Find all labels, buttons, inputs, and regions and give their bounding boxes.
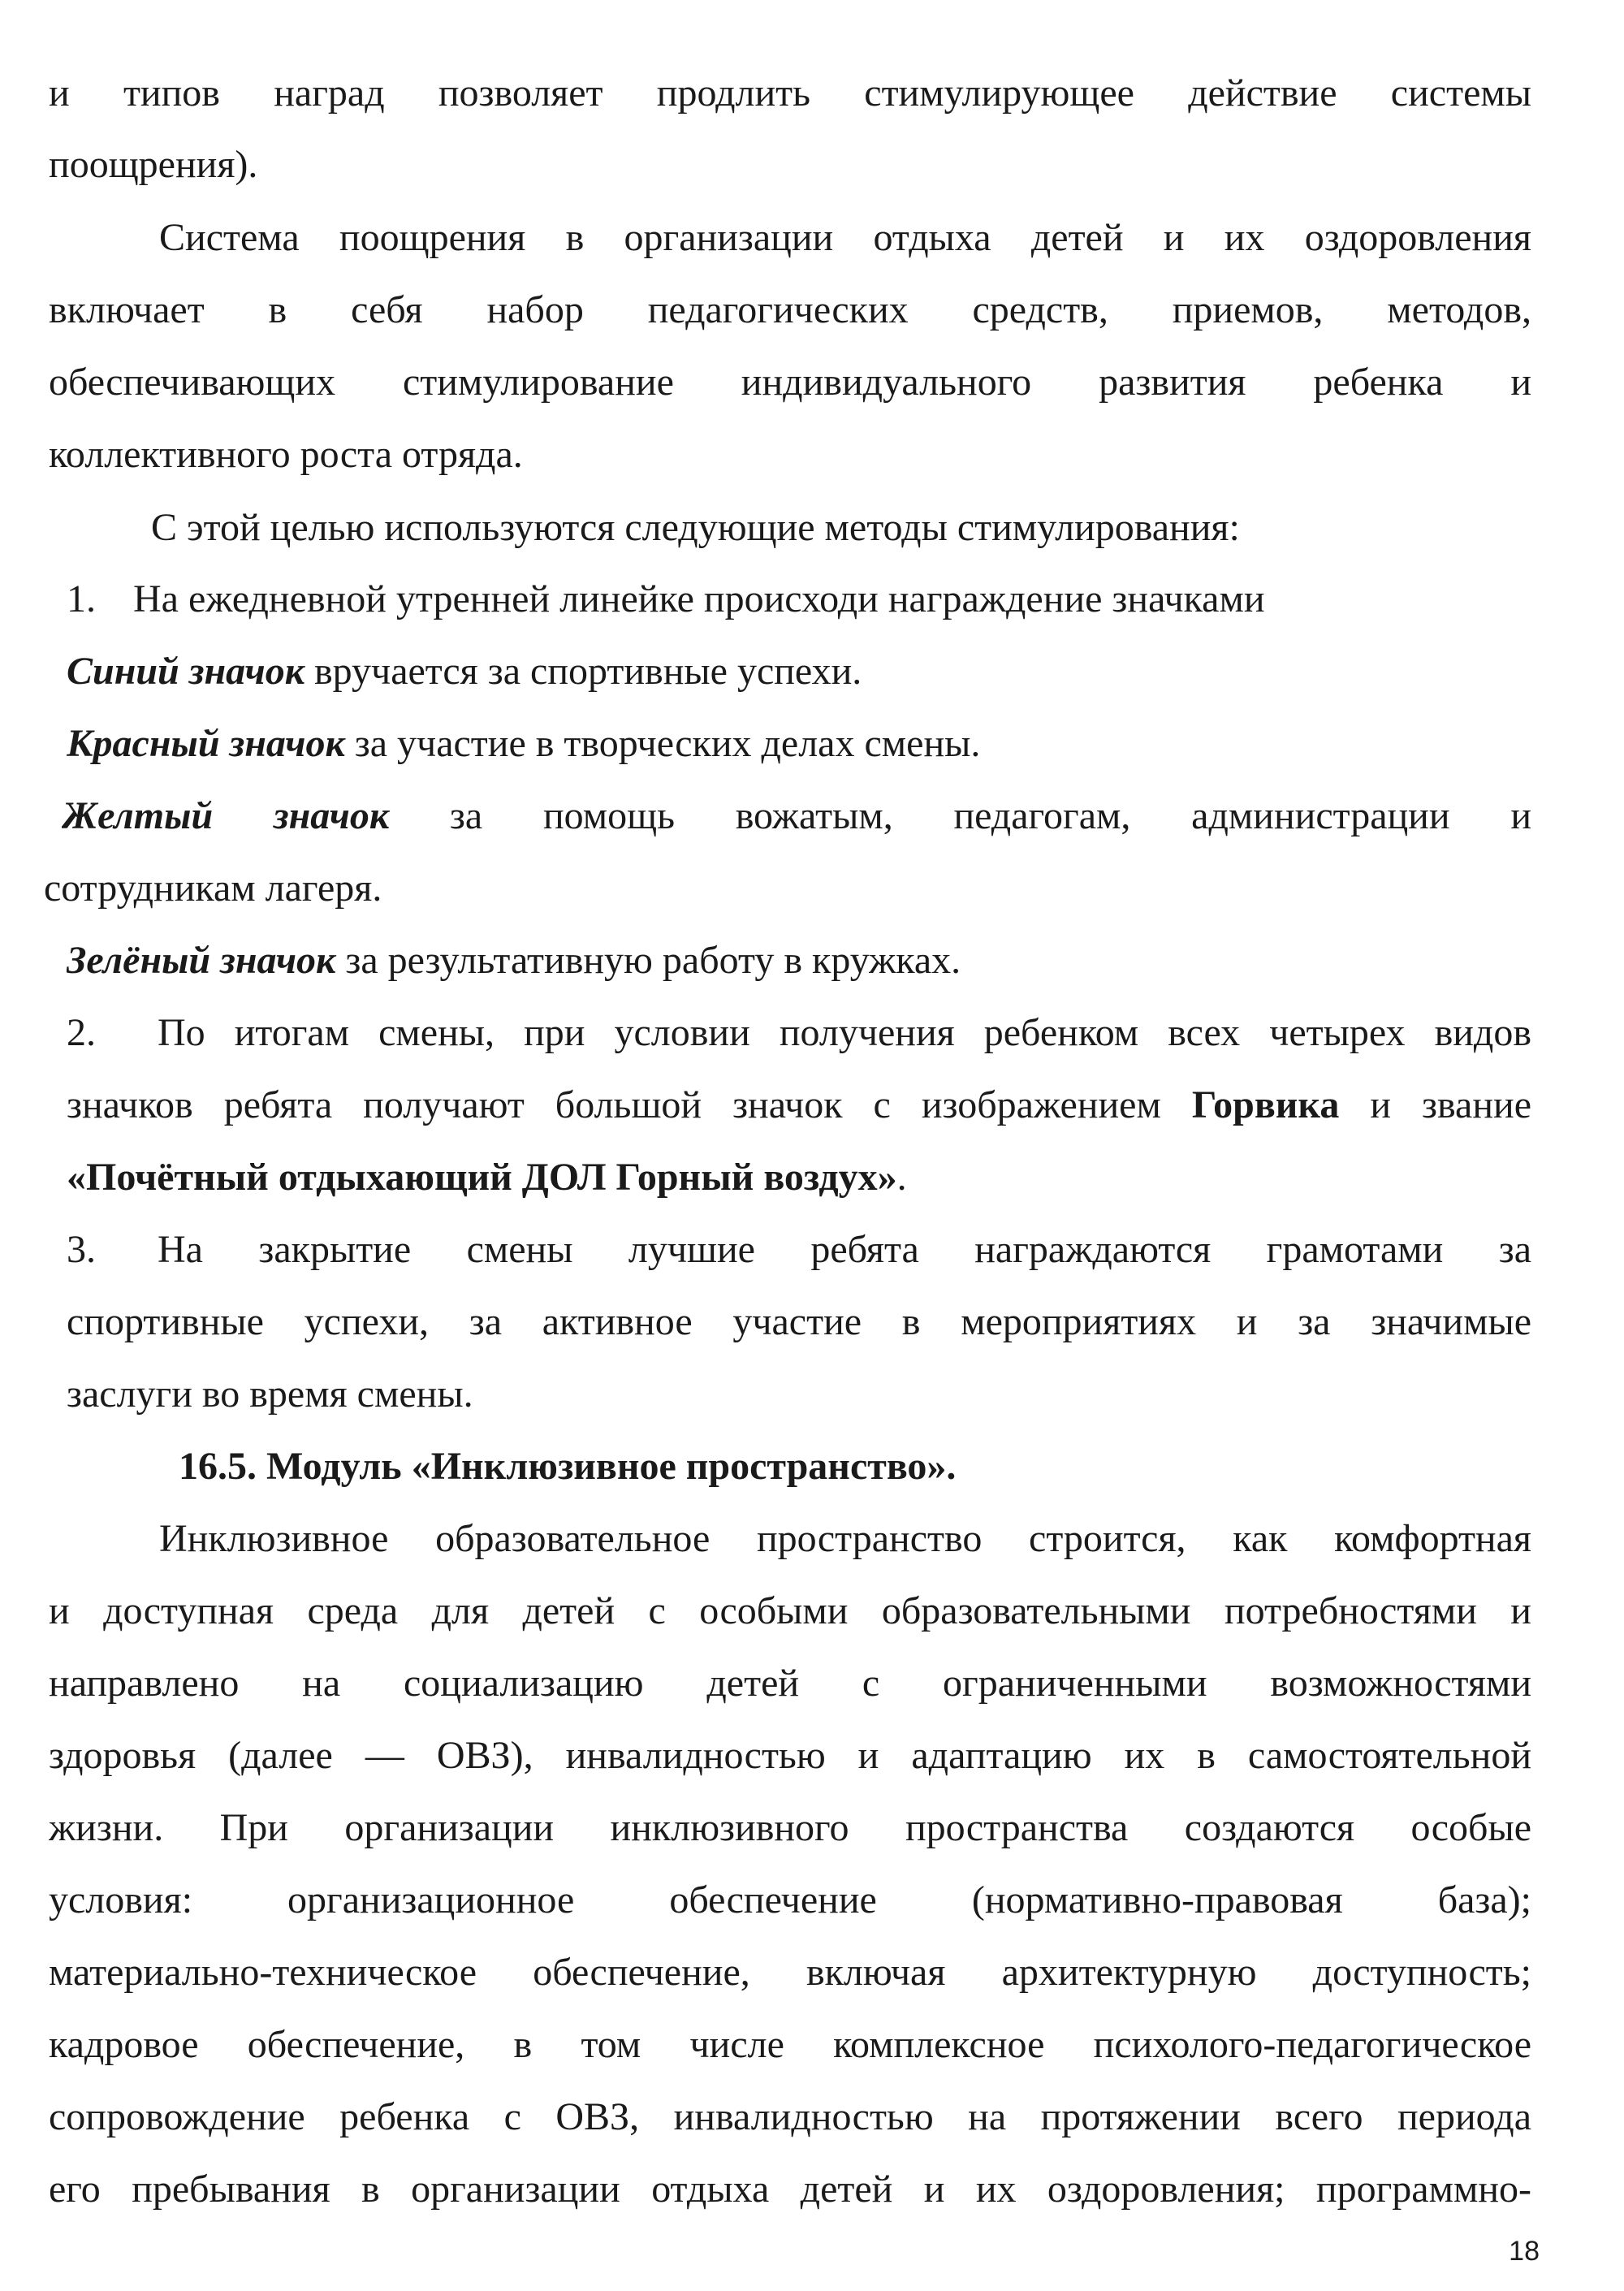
list-item-text: спортивные успехи, за активное участие в мероприятиях и за значимые [67,1300,1531,1343]
badge-name: Зелёный значок [67,939,336,982]
text-line: здоровья (далее — ОВЗ), инвалидностью и адаптацию их в самостоятельной [49,1734,1531,1777]
badge-line-green [67,936,1549,985]
page-number: 18 [1509,2236,1540,2267]
list-item-text [67,1081,1531,1130]
text-span: . [896,1156,907,1199]
text-line: материально-техническое обеспечение, включая архитектурную доступность; [49,1951,1531,1994]
text-line: направлено на социализацию детей с ограниченными возможностями [49,1662,1531,1705]
text-line: обеспечивающих стимулирование индивидуального развития ребенка и [49,361,1531,404]
badge-line-red [67,720,1549,768]
honorary-title: «Почётный отдыхающий ДОЛ Горный воздух» [67,1156,897,1199]
badge-description: за результативную работу в кружках. [335,939,961,982]
badge-description: за участие в творческих делах смены. [344,722,981,765]
badge-name: Красный значок [67,722,345,765]
list-item-text: На закрытие смены лучшие ребята награждаются грамотами за [158,1228,1531,1271]
badge-description: вручается за спортивные успехи. [304,650,862,693]
badge-description: за помощь вожатым, педагогам, администрации и [389,794,1531,837]
text-line: сотрудникам лагеря. [44,867,382,910]
text-line: и типов наград позволяет продлить стимулирующее действие системы [49,71,1531,115]
text-span: и звание [1339,1083,1531,1126]
list-number: 1. [67,577,96,620]
badge-name: Желтый значок [62,794,390,837]
list-item-text: По итогам смены, при условии получения ребенком всех четырех видов [158,1011,1531,1054]
text-line: поощрения). [49,143,258,186]
text-line: кадровое обеспечение, в том числе комплексное психолого-педагогическое [49,2023,1531,2066]
text-line: включает в себя набор педагогических средств, приемов, методов, [49,288,1531,331]
text-line: условия: организационное обеспечение (нормативно-правовая база); [49,1878,1531,1921]
text-span: значков ребята получают большой значок с изображением [67,1083,1192,1126]
list-item-text: На ежедневной утренней линейке происходи награждение значками [133,577,1265,620]
paragraph-first-line: Инклюзивное образовательное пространство строится, как комфортная [159,1517,1531,1560]
text-line: жизни. При организации инклюзивного пространства создаются особые [49,1806,1531,1849]
text-line: сопровождение ребенка с ОВЗ, инвалидностью на протяжении всего периода [49,2095,1531,2138]
badge-name: Синий значок [67,650,305,693]
list-number: 2. [67,1011,96,1054]
list-item-text [67,1153,1531,1202]
list-number: 3. [67,1228,96,1271]
list-item-text: заслуги во время смены. [67,1372,473,1416]
section-heading: 16.5. Модуль «Инклюзивное пространство». [179,1445,957,1488]
paragraph-first-line: Система поощрения в организации отдыха детей и их оздоровления [159,216,1531,259]
character-name: Горвика [1191,1083,1340,1126]
text-line: и доступная среда для детей с особыми образовательными потребностями и [49,1589,1531,1632]
badge-line-blue [67,647,1549,696]
text-line: его пребывания в организации отдыха детей и их оздоровления; программно- [49,2168,1531,2211]
text-line: коллективного роста отряда. [49,433,523,476]
paragraph-first-line: С этой целью используются следующие методы стимулирования: [151,506,1240,549]
badge-line-yellow [62,792,1531,841]
